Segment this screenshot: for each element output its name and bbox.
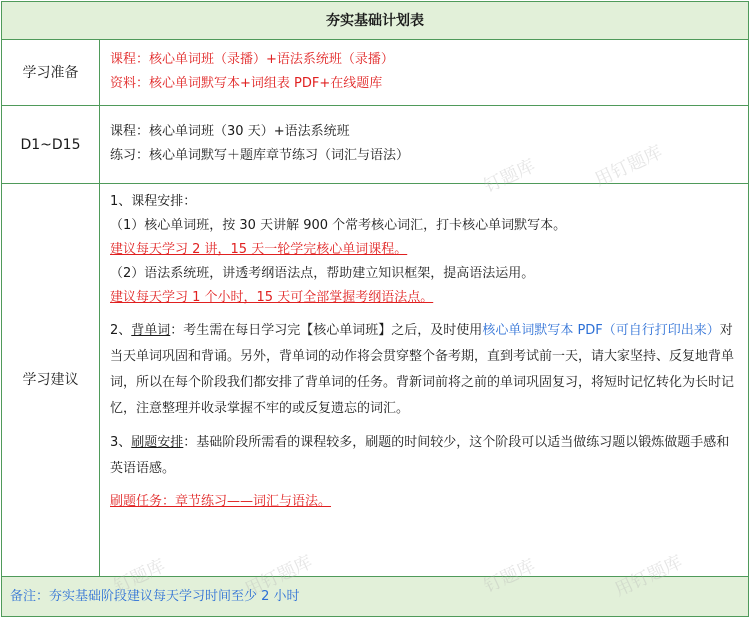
plan-grid [2, 2, 748, 616]
prep-material-line [110, 72, 738, 96]
advice-section-1-tip-1: 建议每天学习 2 讲，15 天一轮学完核心单词课程。 [110, 242, 408, 257]
prep-material-prefix: 资料： [110, 76, 150, 91]
row-content-d1-d15 [100, 106, 748, 184]
d1-course-text: 核心单词班（30 天）+语法系统班 [149, 124, 350, 139]
d1-practice-prefix: 练习： [110, 148, 150, 163]
advice-section-3-num: 3、 [110, 435, 132, 450]
advice-section-2-num: 2、 [110, 323, 132, 338]
d1-practice-text: 核心单词默写＋题库章节练习（词汇与语法） [149, 148, 410, 163]
prep-course-text: 核心单词班（录播）+语法系统班（录播） [149, 52, 394, 67]
d1-course-prefix: 课程： [110, 124, 150, 139]
watermark: 钉题库 [480, 155, 539, 198]
watermark: 钉题库 [110, 555, 169, 598]
plan-table [1, 1, 749, 617]
advice-section-3-text: ：基础阶段所需看的课程较多，刷题的时间较少，这个阶段可以适当做练习题以锻炼做题手感和英语语感。 [110, 435, 730, 476]
vocab-pdf-link[interactable]: 核心单词默写本 PDF（可自行打印出来） [482, 323, 720, 338]
row-content-advice [100, 184, 748, 577]
row-label-d1-d15: D1~D15 [2, 106, 100, 184]
advice-section-1-head: 1、课程安排： [110, 194, 197, 209]
advice-section-3-head: 刷题安排 [131, 435, 184, 450]
prep-course-line [110, 48, 738, 72]
watermark: 用钉题库 [611, 551, 686, 602]
prep-material-text: 核心单词默写本+词组表 PDF+在线题库 [149, 76, 383, 91]
watermark: 用钉题库 [591, 141, 666, 192]
watermark: 用钉题库 [241, 551, 316, 602]
advice-section-2 [110, 318, 738, 422]
advice-section-1-item-1: （1）核心单词班，按 30 天讲解 900 个常考核心词汇，打卡核心单词默写本。 [110, 218, 567, 233]
row-label-prep: 学习准备 [2, 40, 100, 106]
row-label-advice: 学习建议 [2, 184, 100, 577]
advice-section-2-text-b: 对当天单词巩固和背诵。另外，背单词的动作将会贯穿整个备考期，直到考试前一天，请大家坚持、反复地背单词，所以在每个阶段我们都安排了背单词的任务。背新词前将之前的单词巩固复习，将短时记忆转化为长时记忆，注意整理并收录掌握不牢的或反复遗忘的词汇。 [110, 323, 735, 416]
advice-section-3-task: 刷题任务：章节练习——词汇与语法。 [110, 494, 332, 509]
advice-section-1-tip-2: 建议每天学习 1 个小时，15 天可全部掌握考纲语法点。 [110, 290, 434, 305]
prep-course-prefix: 课程： [110, 52, 150, 67]
row-content-prep [100, 40, 748, 106]
watermark: 钉题库 [480, 555, 539, 598]
advice-section-1-item-2: （2）语法系统班，讲透考纲语法点，帮助建立知识框架，提高语法运用。 [110, 266, 535, 281]
advice-section-3 [110, 430, 738, 482]
advice-section-2-head: 背单词 [131, 323, 171, 338]
advice-section-2-text-a: ：考生需在每日学习完【核心单词班】之后，及时使用 [170, 323, 483, 338]
d1-course-line [110, 120, 738, 144]
table-title: 夯实基础计划表 [2, 2, 748, 40]
d1-practice-line [110, 144, 738, 168]
footer-note: 备注：夯实基础阶段建议每天学习时间至少 2 小时 [2, 577, 748, 616]
